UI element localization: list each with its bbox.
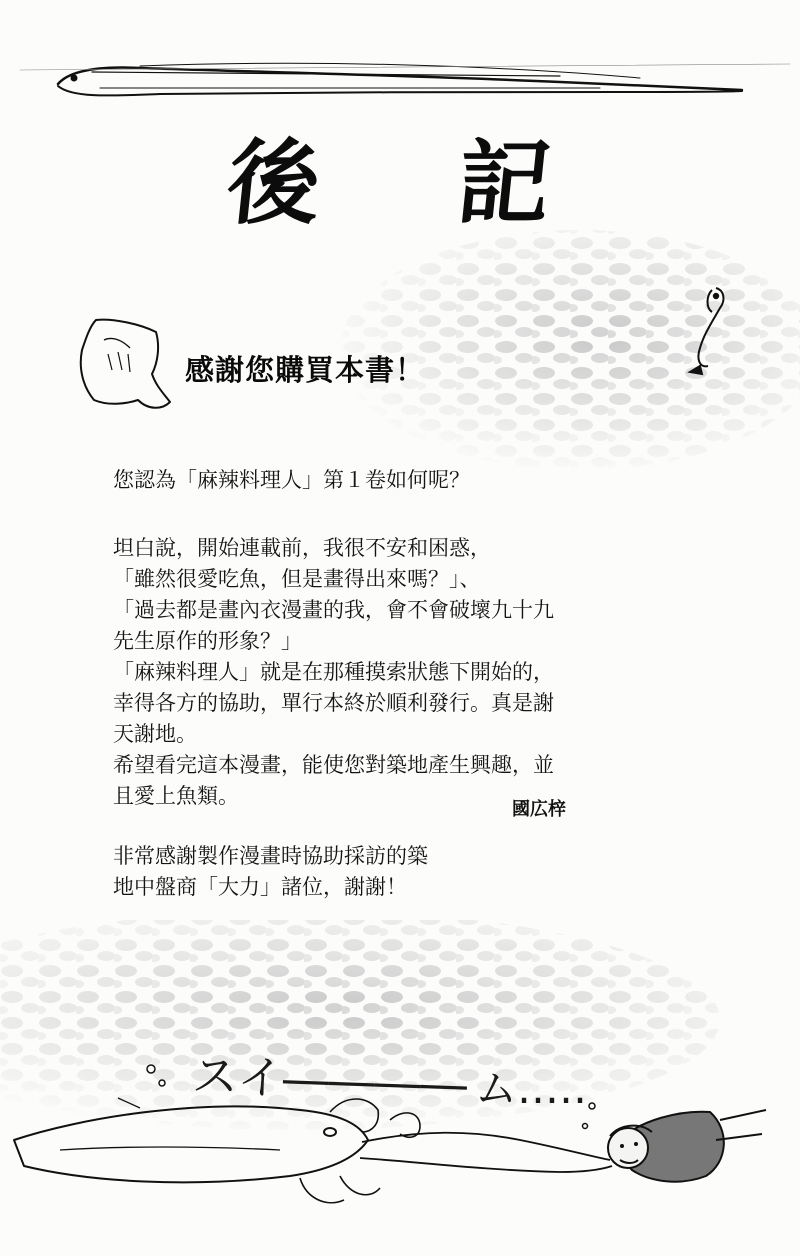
text-line: 且愛上魚類。 <box>113 784 239 808</box>
paragraph-1 <box>113 465 470 496</box>
text-line: 「雖然很愛吃魚，但是畫得出來嗎？」、 <box>113 567 481 591</box>
paragraph-2 <box>113 533 554 812</box>
text-line: 地中盤商「大力」諸位，謝謝！ <box>113 875 407 899</box>
text-line: 「過去都是畫內衣漫畫的我，會不會破壞九十九 <box>113 598 554 622</box>
text-line: 希望看完這本漫畫，能使您對築地產生興趣，並 <box>113 753 554 777</box>
thanks-heading: 感謝您購買本書！ <box>185 353 426 387</box>
title-char-2: 記 <box>452 129 556 237</box>
ray-illustration <box>81 320 170 408</box>
stone-texture-top <box>330 230 800 470</box>
swim-sound-effect: スイ―――― <box>191 1048 468 1112</box>
author-signature: 國広梓 <box>512 799 566 820</box>
paragraph-3 <box>113 841 428 903</box>
text-line: 幸得各方的協助，單行本終於順利發行。真是謝 <box>113 691 554 715</box>
text-line: 天謝地。 <box>113 722 197 746</box>
text-line: 您認為「麻辣料理人」第１卷如何呢？ <box>113 468 470 492</box>
text-line: 坦白說，開始連載前，我很不安和困惑， <box>113 536 491 560</box>
page-title <box>0 128 800 238</box>
text-line: 非常感謝製作漫畫時協助採訪的築 <box>113 844 428 868</box>
swim-sound-effect-tail: ム…‥ <box>475 1064 588 1113</box>
eel-illustration <box>20 63 790 95</box>
text-line: 先生原作的形象？」 <box>113 629 302 653</box>
text-line: 「麻辣料理人」就是在那種摸索狀態下開始的， <box>113 660 554 684</box>
title-char-1: 後 <box>222 129 326 237</box>
